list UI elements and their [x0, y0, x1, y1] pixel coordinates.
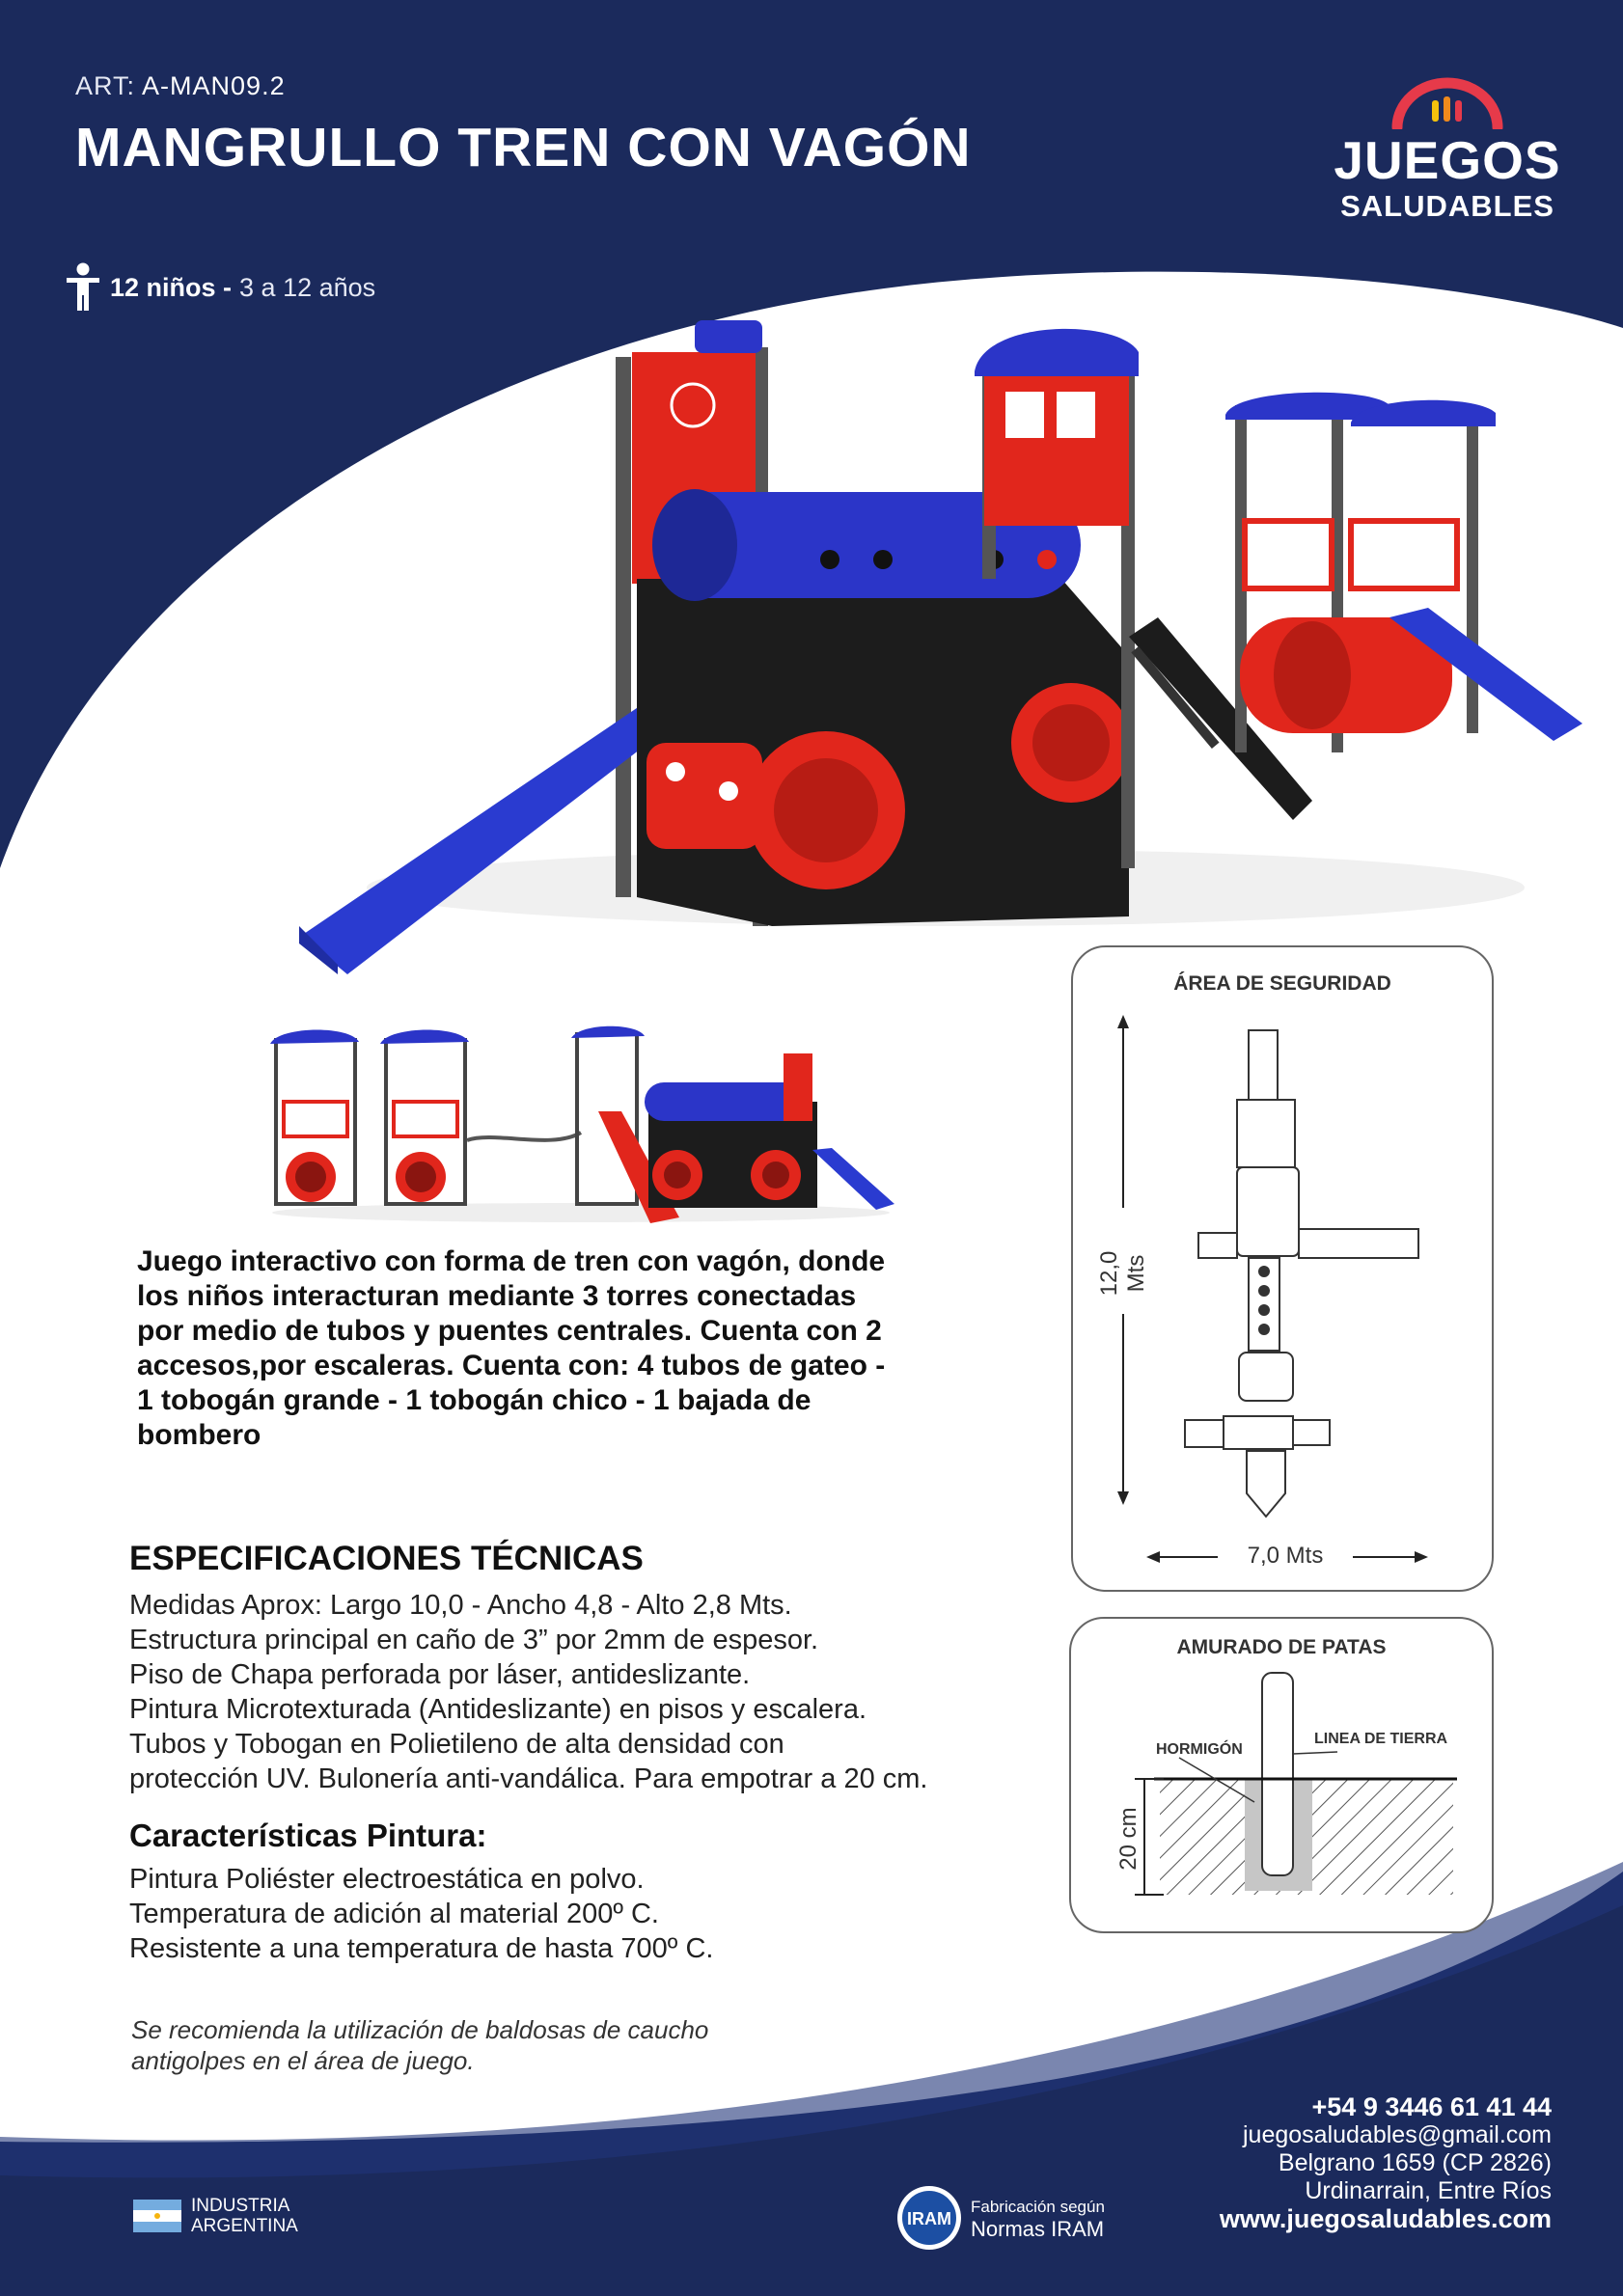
iram-standards	[971, 2198, 1105, 2242]
spec-line: Piso de Chapa perforada por láser, antideslizante.	[129, 1659, 751, 1690]
depth-label: 20 cm	[1115, 1807, 1142, 1871]
industria-line: INDUSTRIA	[191, 2196, 290, 2216]
anchoring-title: AMURADO DE PATAS	[1176, 1636, 1387, 1658]
specs-list	[129, 1588, 959, 1796]
ground-line-label: LINEA DE TIERRA	[1314, 1731, 1448, 1747]
email-address[interactable]: juegosaludables@gmail.com	[1243, 2121, 1552, 2148]
description-line: accesos,por escaleras. Cuenta con: 4 tubos de gateo -	[137, 1350, 886, 1381]
address-line: Urdinarrain, Entre Ríos	[1305, 2177, 1552, 2204]
description-line: los niños interacturan mediante 3 torres conectadas	[137, 1280, 857, 1312]
brand-logo	[1332, 75, 1563, 224]
iram-badge-icon	[895, 2184, 963, 2252]
iram-line: Fabricación según	[971, 2198, 1105, 2216]
spec-line: Medidas Aprox: Largo 10,0 - Ancho 4,8 - Alto 2,8 Mts.	[129, 1590, 792, 1621]
paint-line: Temperatura de adición al material 200º C.	[129, 1899, 659, 1929]
product-side-image	[262, 1025, 909, 1227]
argentina-flag-icon	[133, 2200, 181, 2232]
rainbow-arch-icon	[1389, 75, 1505, 129]
anchoring-panel	[1069, 1617, 1494, 1933]
phone-number[interactable]: +54 9 3446 61 41 44	[1311, 2092, 1552, 2121]
product-main-image	[289, 299, 1602, 1032]
article-code	[75, 71, 286, 101]
note-line: antigolpes en el área de juego.	[131, 2046, 475, 2075]
iram-badge-text: IRAM	[907, 2209, 951, 2228]
website-link[interactable]: www.juegosaludables.com	[1219, 2204, 1552, 2233]
contact-block	[1220, 2093, 1552, 2233]
page-title: MANGRULLO TREN CON VAGÓN	[75, 117, 972, 178]
age-range: 3 a 12 años	[239, 272, 376, 302]
paint-heading: Características Pintura:	[129, 1818, 487, 1853]
specs-heading: ESPECIFICACIONES TÉCNICAS	[129, 1540, 644, 1577]
spec-line: Tubos y Tobogan en Polietileno de alta densidad con	[129, 1729, 784, 1760]
note-line: Se recomienda la utilización de baldosas de caucho	[131, 2015, 709, 2044]
anchoring-diagram	[1071, 1619, 1492, 1931]
description-line: Juego interactivo con forma de tren con vagón, donde	[137, 1245, 886, 1277]
iram-line: Normas IRAM	[971, 2217, 1105, 2241]
spec-line: Estructura principal en caño de 3” por 2mm de espesor.	[129, 1625, 819, 1655]
paint-line: Resistente a una temperatura de hasta 700º C.	[129, 1933, 714, 1964]
industria-line: ARGENTINA	[191, 2216, 298, 2236]
description-line: bombero	[137, 1419, 261, 1451]
paint-list	[129, 1862, 959, 1966]
description-line: por medio de tubos y puentes centrales. Cuenta con 2	[137, 1315, 882, 1347]
logo-text-main: JUEGOS	[1334, 130, 1561, 190]
length-label: 12,0 Mts	[1096, 1250, 1149, 1297]
address-line: Belgrano 1659 (CP 2826)	[1278, 2149, 1552, 2176]
industria-argentina	[191, 2196, 298, 2236]
concrete-label: HORMIGÓN	[1156, 1741, 1243, 1758]
capacity-count: 12 niños -	[110, 272, 233, 302]
logo-text-sub: SALUDABLES	[1340, 189, 1554, 223]
product-description	[137, 1244, 909, 1453]
recommendation-note	[131, 2014, 787, 2076]
safety-area-title: ÁREA DE SEGURIDAD	[1173, 972, 1391, 995]
article-prefix: ART:	[75, 71, 136, 100]
spec-line: protección UV. Bulonería anti-vandálica. Para empotrar a 20 cm.	[129, 1763, 928, 1794]
article-number: A-MAN09.2	[142, 71, 286, 100]
spec-line: Pintura Microtexturada (Antideslizante) en pisos y escalera.	[129, 1694, 867, 1725]
safety-area-panel	[1071, 945, 1494, 1592]
child-icon	[64, 262, 102, 313]
description-line: 1 tobogán grande - 1 tobogán chico - 1 bajada de	[137, 1384, 812, 1416]
width-label: 7,0 Mts	[1247, 1543, 1324, 1569]
paint-line: Pintura Poliéster electroestática en polvo.	[129, 1864, 645, 1895]
